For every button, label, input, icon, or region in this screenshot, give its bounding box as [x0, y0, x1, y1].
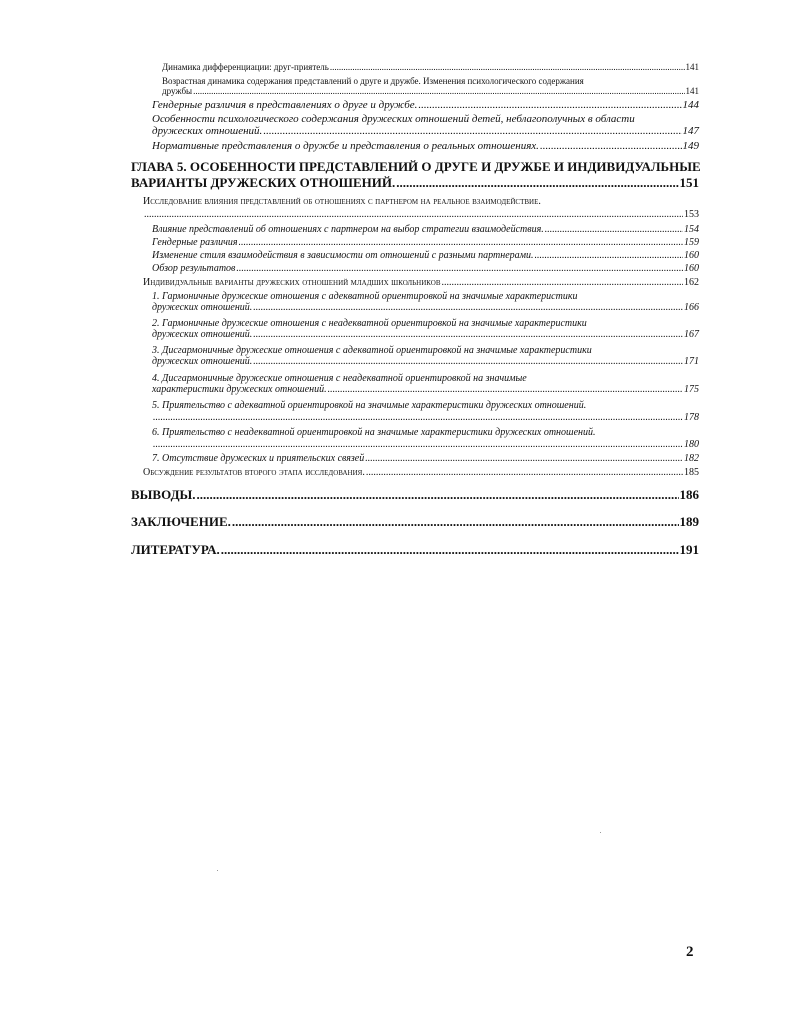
- toc-leader-dots: [144, 209, 683, 220]
- toc-page-number: 175: [684, 384, 699, 395]
- toc-leader-dots: [540, 140, 682, 152]
- toc-entry-title-cont: дружеских отношений.: [152, 302, 253, 313]
- toc-entry-title: 7. Отсутствие дружеских и приятельских связей: [152, 453, 365, 464]
- toc-entry-title: Индивидуальные варианты дружеских отношений младших школьников: [143, 277, 441, 288]
- toc-page-number: 191: [679, 542, 699, 557]
- toc-leader-dots: [239, 237, 683, 248]
- toc-entry-title: Гендерные различия в представлениях о друге и дружбе.: [152, 99, 418, 111]
- toc-page-number: 189: [679, 514, 699, 529]
- toc-page-number: 167: [684, 329, 699, 340]
- toc-leader-dots: [535, 250, 683, 261]
- toc-entry-title-cont: дружеских отношений.: [152, 356, 253, 367]
- toc-leader-dots: [153, 439, 683, 450]
- toc-entry: [152, 99, 699, 111]
- toc-chapter-title: ВЫВОДЫ.: [131, 487, 196, 502]
- toc-page-number: 149: [682, 140, 699, 152]
- toc-leader-dots: [232, 514, 679, 530]
- toc-page-number: 171: [684, 356, 699, 367]
- toc-entry-title: Обзор результатов: [152, 263, 236, 274]
- toc-entry: [152, 345, 699, 367]
- toc-entry: [152, 400, 699, 423]
- toc-entry-title: Влияние представлений об отношениях с партнером на выбор стратегии взаимодействия.: [152, 224, 544, 235]
- toc-page-number: 153: [684, 209, 699, 220]
- toc-entry: [162, 62, 699, 72]
- scan-speck: [217, 870, 218, 871]
- toc-page-number: 180: [684, 439, 699, 450]
- toc-leader-dots: [253, 356, 683, 367]
- toc-page-number: 186: [679, 487, 699, 502]
- toc-page-number: 185: [684, 467, 699, 478]
- toc-entry-title: Изменение стиля взаимодействия в зависимости от отношений с разными партнерами.: [152, 250, 534, 261]
- toc-entry: [152, 263, 699, 274]
- toc-leader-dots: [365, 453, 683, 464]
- toc-entry-title: 5. Приятельство с адекватной ориентировкой на значимые характеристики дружеских отношений.: [152, 400, 587, 411]
- toc-entry: [152, 373, 699, 395]
- toc-entry: [152, 250, 699, 261]
- toc-leader-dots: [236, 263, 683, 274]
- toc-leader-dots: [153, 412, 683, 423]
- toc-entry-title: Динамика дифференциации: друг-приятель: [162, 62, 329, 72]
- page-number: 2: [686, 944, 694, 960]
- toc-leader-dots: [328, 384, 683, 395]
- toc-entry: [152, 237, 699, 248]
- toc-leader-dots: [193, 86, 684, 96]
- toc-entry-title: Возрастная динамика содержания представлений о друге и дружбе. Изменения психологического содержания: [162, 76, 584, 86]
- toc-entry: [143, 467, 699, 478]
- toc-entry-title: 1. Гармоничные дружеские отношения с адекватной ориентировкой на значимые характеристики: [152, 291, 578, 302]
- toc-chapter-entry: [131, 542, 699, 558]
- toc-entry: [152, 453, 699, 464]
- toc-entry: [143, 277, 699, 288]
- toc-leader-dots: [442, 277, 683, 288]
- toc-page-number: 159: [684, 237, 699, 248]
- toc-entry: [162, 76, 699, 96]
- toc-page-number: 154: [684, 224, 699, 235]
- toc-entry-title-cont: дружбы: [162, 86, 193, 96]
- toc-page-number: 162: [684, 277, 699, 288]
- toc-entry: [152, 140, 699, 152]
- toc-entry-title-cont: дружеских отношений.: [152, 125, 263, 137]
- toc-page-number: 178: [684, 412, 699, 423]
- toc-page-number: 141: [685, 86, 699, 96]
- toc-leader-dots: [253, 302, 683, 313]
- toc-page-number: 144: [682, 99, 699, 111]
- toc-entry-title: Гендерные различия: [152, 237, 238, 248]
- toc-entry: [152, 113, 699, 137]
- toc-leader-dots: [418, 99, 681, 111]
- toc-entry-title-cont: дружеских отношений.: [152, 329, 253, 340]
- toc-leader-dots: [545, 224, 683, 235]
- toc-entry-title: Обсуждение результатов второго этапа исследования.: [143, 467, 365, 478]
- toc-page-number: 160: [684, 263, 699, 274]
- toc-page-number: 141: [685, 62, 699, 72]
- toc-chapter-title: ЛИТЕРАТУРА.: [131, 542, 220, 557]
- toc-entry-title: 2. Гармоничные дружеские отношения с неадекватной ориентировкой на значимые характеристики: [152, 318, 587, 329]
- toc-chapter-title: ЗАКЛЮЧЕНИЕ.: [131, 514, 231, 529]
- toc-entry-title: 4. Дисгармоничные дружеские отношения с неадекватной ориентировкой на значимые: [152, 373, 527, 384]
- toc-page-number: 160: [684, 250, 699, 261]
- toc-entry-title-cont: характеристики дружеских отношений.: [152, 384, 327, 395]
- toc-chapter-title: ГЛАВА 5. ОСОБЕННОСТИ ПРЕДСТАВЛЕНИЙ О ДРУГЕ И ДРУЖБЕ И ИНДИВИДУАЛЬНЫЕ: [131, 159, 701, 174]
- scan-speck: [600, 832, 601, 833]
- toc-entry: [152, 427, 699, 450]
- toc-page-number: 151: [679, 175, 699, 190]
- toc-entry-title: Нормативные представления о дружбе и представления о реальных отношениях.: [152, 140, 539, 152]
- toc-entry-title: 6. Приятельство с неадекватной ориентировкой на значимые характеристики дружеских отношений.: [152, 427, 596, 438]
- toc-chapter-entry: [131, 514, 699, 530]
- toc-leader-dots: [253, 329, 683, 340]
- toc-entry: [152, 224, 699, 235]
- toc-leader-dots: [366, 467, 683, 478]
- toc-page-number: 182: [684, 453, 699, 464]
- toc-page-number: 147: [682, 125, 699, 137]
- toc-page-number: 166: [684, 302, 699, 313]
- toc-chapter-entry: [131, 487, 699, 503]
- toc-leader-dots: [263, 125, 681, 137]
- toc-leader-dots: [197, 487, 679, 503]
- toc-entry: [152, 291, 699, 313]
- toc-leader-dots: [221, 542, 679, 558]
- toc-leader-dots: [330, 62, 685, 72]
- toc-leader-dots: [396, 175, 678, 191]
- toc-entry-title: 3. Дисгармоничные дружеские отношения с адекватной ориентировкой на значимые характеристики: [152, 345, 592, 356]
- toc-entry-title: Особенности психологического содержания дружеских отношений детей, неблагополучных в области: [152, 113, 635, 125]
- toc-entry: [143, 196, 699, 220]
- toc-entry: [152, 318, 699, 340]
- toc-entry-title: Исследование влияния представлений об отношениях с партнером на реальное взаимодействие.: [143, 196, 541, 207]
- toc-chapter-title-cont: ВАРИАНТЫ ДРУЖЕСКИХ ОТНОШЕНИЙ.: [131, 175, 396, 190]
- toc-chapter-entry: [131, 159, 699, 191]
